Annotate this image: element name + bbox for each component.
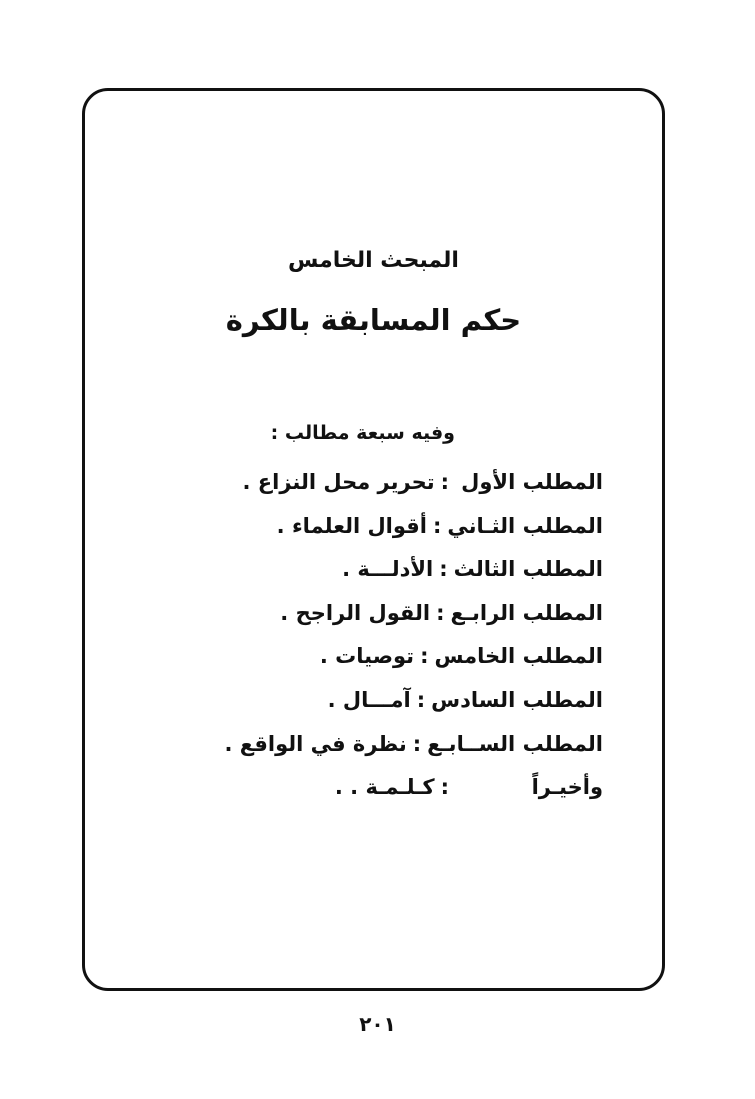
subsection-title: نظرة في الواقع . <box>224 731 407 756</box>
subsection-item-2 <box>203 506 603 550</box>
intro-text: وفيه سبعة مطالب : <box>270 422 455 444</box>
subsection-item-4 <box>203 593 603 637</box>
subsection-item-7 <box>203 724 603 768</box>
subsection-title: القول الراجح . <box>280 600 431 625</box>
subsection-item-1 <box>203 462 603 506</box>
subsection-separator: : <box>436 600 445 625</box>
subsection-separator: : <box>420 644 429 669</box>
subsection-separator: : <box>416 687 426 712</box>
page-number: ٢٠١ <box>359 1012 396 1036</box>
subsection-label: المطلب الثـاني <box>447 513 603 538</box>
subsection-label: المطلب الرابـع <box>450 600 603 625</box>
closing-item <box>203 767 603 811</box>
subsection-separator: : <box>433 513 442 538</box>
section-label: المبحث الخامس <box>288 248 459 273</box>
subsection-item-3 <box>203 549 603 593</box>
subsection-separator: : <box>440 470 449 494</box>
subsection-item-6 <box>203 680 603 724</box>
subsection-item-5 <box>203 636 603 680</box>
subsection-label: المطلب السادس <box>431 687 603 712</box>
subsection-separator: : <box>439 557 448 582</box>
subsection-title: توصيات . <box>319 644 415 669</box>
subsection-title: الأدلـــة . <box>342 557 434 582</box>
closing-title: كـلـمـة . . <box>334 775 435 800</box>
subsection-label: المطلب الخامس <box>434 644 603 669</box>
subsection-title: تحرير محل النزاع . <box>242 470 435 494</box>
closing-label: وأخيـراً <box>531 775 603 800</box>
subsection-title: أقوال العلماء . <box>276 513 427 538</box>
subsection-title: آمـــال . <box>327 687 411 712</box>
subsection-separator: : <box>412 731 422 756</box>
subsection-label: المطلب الســابـع <box>427 731 603 756</box>
subsection-list <box>203 462 603 811</box>
subsection-label: المطلب الثالث <box>453 557 603 582</box>
closing-separator: : <box>440 775 449 800</box>
subsection-label: المطلب الأول <box>461 470 603 494</box>
section-title: حكم المسابقة بالكرة <box>225 303 522 337</box>
